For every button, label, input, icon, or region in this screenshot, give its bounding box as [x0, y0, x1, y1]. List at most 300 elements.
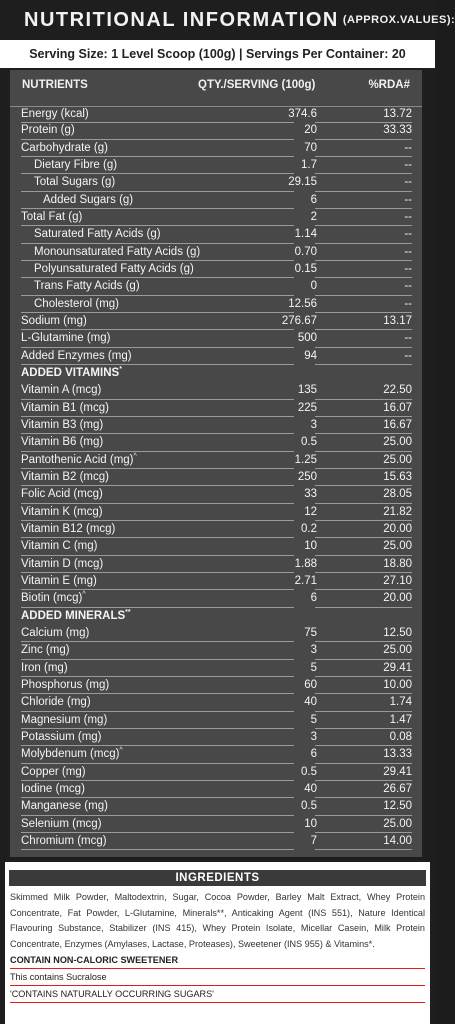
qty-rule — [21, 416, 294, 417]
qty-value: 29.15 — [288, 176, 317, 189]
qty-rule — [21, 745, 294, 746]
nutrient-name — [21, 367, 122, 379]
qty-value: 94 — [304, 349, 317, 362]
qty-value: 3 — [310, 418, 317, 431]
nutrient-label: Manganese (mg) — [21, 800, 108, 813]
qty-rule — [21, 139, 294, 140]
table-row — [10, 314, 422, 331]
nutrient-label: Cholesterol (mg) — [34, 297, 119, 310]
table-row — [10, 227, 422, 244]
nutrient-name — [34, 159, 117, 171]
qty-rule — [21, 641, 294, 642]
qty-rule — [21, 329, 294, 330]
table-row — [10, 626, 422, 643]
rda-value: 16.07 — [383, 401, 412, 414]
nutrient-label: Selenium (mcg) — [21, 817, 102, 830]
table-row — [10, 193, 422, 210]
rda-value: 13.33 — [383, 748, 412, 761]
rda-value: -- — [404, 349, 412, 362]
nutrient-label: ADDED VITAMINS — [21, 366, 120, 379]
table-row — [10, 730, 422, 747]
nutrient-label: Vitamin E (mg) — [21, 574, 97, 587]
rda-value: 16.67 — [383, 418, 412, 431]
ingredients-heading: INGREDIENTS — [9, 870, 426, 886]
nutrient-label: Energy (kcal) — [21, 108, 89, 120]
nutrient-name — [21, 471, 109, 483]
qty-rule — [21, 711, 294, 712]
qty-value: 1.7 — [301, 158, 317, 171]
nutrient-name — [21, 592, 86, 604]
nutrient-label: Pantothenic Acid (mg) — [21, 453, 134, 466]
qty-rule — [21, 832, 294, 833]
qty-rule — [21, 763, 294, 764]
ingredients-text: Skimmed Milk Powder, Maltodextrin, Sugar, Cocoa Powder, Barley Malt Extract, Whey Protein Concentrate, Fat Powder, L-Glutamine, Minerals**, Anticaking Agent (INS 551), Nature Identical Flavouring Substance, Stabilizer (INS 415), Whey Protein Isolate, Micellar Casein, Milk Protein Concentrate, Enzymes (Amylases, Lactase, Proteases), Sweetener (INS 955) & Vitamins*. — [10, 892, 425, 949]
qty-value: 0.70 — [294, 245, 317, 258]
nutrient-label: Chloride (mg) — [21, 696, 91, 709]
rda-rule — [315, 520, 412, 521]
rda-rule — [315, 849, 412, 850]
rda-rule — [315, 589, 412, 590]
qty-rule — [21, 243, 294, 244]
rda-rule — [315, 537, 412, 538]
qty-rule — [21, 364, 294, 365]
table-row — [10, 747, 422, 764]
note-sweetener: CONTAIN NON-CALORIC SWEETENER — [10, 952, 425, 969]
table-row — [10, 661, 422, 678]
table-row — [10, 522, 422, 539]
ingredients-panel — [5, 862, 430, 1024]
rda-rule — [315, 243, 412, 244]
rda-value: 28.05 — [383, 488, 412, 501]
header-rda: %RDA# — [368, 79, 410, 91]
rda-value: -- — [404, 297, 412, 310]
table-row — [10, 487, 422, 504]
qty-value: 5 — [310, 713, 317, 726]
rda-value: 29.41 — [383, 765, 412, 778]
nutrient-label: Vitamin A (mcg) — [21, 384, 102, 397]
nutrient-label: Dietary Fibre (g) — [34, 158, 118, 171]
rda-rule — [315, 797, 412, 798]
qty-rule — [21, 468, 294, 469]
nutrient-name — [21, 627, 89, 639]
table-row — [10, 765, 422, 782]
nutrient-name — [34, 176, 115, 188]
rda-value: 29.41 — [383, 661, 412, 674]
qty-rule — [21, 659, 294, 660]
nutrient-label: Copper (mg) — [21, 765, 86, 778]
rda-rule — [315, 173, 412, 174]
qty-rule — [21, 277, 294, 278]
nutrient-name — [21, 436, 103, 448]
rda-rule — [315, 693, 412, 694]
rda-value: -- — [404, 210, 412, 223]
table-row — [10, 262, 422, 279]
rda-rule — [315, 832, 412, 833]
qty-value: 70 — [304, 141, 317, 154]
table-row — [10, 401, 422, 418]
qty-value: 12 — [304, 505, 317, 518]
rda-value: -- — [404, 228, 412, 241]
nutrient-label: Saturated Fatty Acids (g) — [34, 228, 161, 241]
rda-rule — [315, 451, 412, 452]
table-row — [10, 175, 422, 192]
qty-value: 3 — [310, 644, 317, 657]
rda-value: -- — [404, 193, 412, 206]
table-row — [10, 453, 422, 470]
table-row — [10, 383, 422, 400]
nutrient-name — [21, 124, 75, 136]
rda-value: -- — [404, 262, 412, 275]
qty-value: 225 — [297, 401, 317, 414]
table-row — [10, 331, 422, 348]
nutrient-name — [21, 315, 87, 327]
rda-rule — [315, 225, 412, 226]
table-row — [10, 591, 422, 608]
qty-value: 135 — [297, 384, 317, 397]
rda-value: -- — [404, 245, 412, 258]
qty-value: 1.88 — [294, 557, 317, 570]
qty-rule — [21, 555, 294, 556]
rda-rule — [315, 364, 412, 365]
qty-value: 40 — [304, 696, 317, 709]
page-title: NUTRITIONAL INFORMATION — [24, 8, 339, 31]
qty-value: 500 — [297, 332, 317, 345]
rda-rule — [315, 572, 412, 573]
rda-rule — [315, 485, 412, 486]
rda-value: -- — [404, 141, 412, 154]
rda-rule — [315, 763, 412, 764]
qty-value: 20 — [304, 124, 317, 137]
qty-rule — [21, 815, 294, 816]
rda-value: 0.08 — [389, 730, 412, 743]
table-row — [10, 141, 422, 158]
qty-value: 7 — [310, 834, 317, 847]
nutrition-table — [10, 70, 422, 857]
rda-value: 14.00 — [383, 834, 412, 847]
nutrient-label: Total Fat (g) — [21, 210, 83, 223]
nutrient-label: Potassium (mg) — [21, 730, 102, 743]
qty-rule — [21, 156, 294, 157]
nutrient-label: Biotin (mcg) — [21, 592, 83, 605]
table-row — [10, 799, 422, 816]
qty-rule — [21, 849, 294, 850]
nutrient-name — [21, 419, 103, 431]
nutrient-name — [21, 402, 109, 414]
rda-rule — [315, 659, 412, 660]
qty-value: 60 — [304, 678, 317, 691]
rda-value: -- — [404, 176, 412, 189]
rda-value: -- — [404, 332, 412, 345]
qty-value: 0.5 — [301, 800, 317, 813]
qty-rule — [21, 451, 294, 452]
nutrient-label: Vitamin B3 (mg) — [21, 418, 104, 431]
qty-value: 2.71 — [294, 574, 317, 587]
table-row — [10, 539, 422, 556]
table-row — [10, 279, 422, 296]
qty-value: 12.56 — [288, 297, 317, 310]
rda-value: 15.63 — [383, 470, 412, 483]
title-subtitle: (APPROX.VALUES): — [342, 14, 455, 26]
nutrient-name — [21, 714, 107, 726]
nutrient-name — [21, 575, 97, 587]
nutrient-name — [21, 748, 123, 760]
rda-rule — [315, 780, 412, 781]
rda-value: 21.82 — [383, 505, 412, 518]
rda-rule — [315, 277, 412, 278]
qty-value: 1.25 — [294, 453, 317, 466]
rda-rule — [315, 260, 412, 261]
nutrient-name — [21, 835, 107, 847]
nutrient-name — [21, 662, 68, 674]
rda-rule — [315, 555, 412, 556]
table-row — [10, 643, 422, 660]
qty-value: 3 — [310, 730, 317, 743]
rda-rule — [315, 139, 412, 140]
table-row — [10, 245, 422, 262]
table-header — [10, 70, 422, 98]
rda-value: 13.17 — [383, 314, 412, 327]
section-row — [10, 366, 422, 383]
nutrient-label: Monounsaturated Fatty Acids (g) — [34, 245, 201, 258]
rda-value: -- — [404, 158, 412, 171]
serving-info: Serving Size: 1 Level Scoop (100g) | Servings Per Container: 20 — [0, 40, 435, 68]
note-sugars: 'CONTAINS NATURALLY OCCURRING SUGARS' — [10, 986, 425, 1003]
qty-rule — [21, 589, 294, 590]
nutrient-label: L-Glutamine (mg) — [21, 332, 111, 345]
qty-value: 2 — [310, 210, 317, 223]
rda-rule — [315, 191, 412, 192]
nutrient-label: Vitamin B2 (mcg) — [21, 470, 109, 483]
qty-value: 1.14 — [294, 228, 317, 241]
qty-value: 0.15 — [294, 262, 317, 275]
nutrient-label: Total Sugars (g) — [34, 176, 116, 189]
qty-rule — [21, 520, 294, 521]
rda-value: 13.72 — [383, 108, 412, 120]
table-row — [10, 817, 422, 834]
nutrient-name — [34, 228, 161, 240]
table-row — [10, 349, 422, 366]
rda-rule — [315, 208, 412, 209]
header-qty: QTY./SERVING (100g) — [198, 79, 316, 91]
qty-rule — [21, 728, 294, 729]
qty-value: 250 — [297, 470, 317, 483]
qty-rule — [21, 295, 294, 296]
rda-value: 25.00 — [383, 436, 412, 449]
nutrient-name — [21, 818, 102, 830]
table-row — [10, 123, 422, 140]
nutrient-name — [21, 108, 89, 120]
nutrient-label: Trans Fatty Acids (g) — [34, 280, 140, 293]
nutrient-name — [34, 298, 119, 310]
nutrient-label: Molybdenum (mcg) — [21, 748, 120, 761]
rda-rule — [315, 641, 412, 642]
qty-value: 40 — [304, 782, 317, 795]
qty-rule — [21, 260, 294, 261]
note-sucralose: This contains Sucralose — [10, 969, 425, 986]
rda-value: 25.00 — [383, 540, 412, 553]
nutrient-label: Iodine (mcg) — [21, 782, 85, 795]
qty-rule — [21, 503, 294, 504]
qty-value: 33 — [304, 488, 317, 501]
rda-value: 33.33 — [383, 124, 412, 137]
rda-rule — [315, 416, 412, 417]
qty-rule — [21, 173, 294, 174]
rda-rule — [315, 745, 412, 746]
nutrient-name — [21, 384, 101, 396]
nutrient-label: Phosphorus (mg) — [21, 678, 110, 691]
qty-value: 0 — [310, 280, 317, 293]
rda-value: 10.00 — [383, 678, 412, 691]
qty-rule — [21, 693, 294, 694]
nutrient-name — [21, 142, 108, 154]
qty-rule — [21, 607, 294, 608]
qty-value: 0.5 — [301, 765, 317, 778]
rda-rule — [315, 468, 412, 469]
nutrient-label: Polyunsaturated Fatty Acids (g) — [34, 262, 194, 275]
nutrient-name — [21, 211, 82, 223]
qty-value: 374.6 — [288, 108, 317, 120]
nutrient-label: Protein (g) — [21, 124, 75, 137]
qty-rule — [21, 485, 294, 486]
table-row — [10, 695, 422, 712]
nutrient-label: Vitamin B12 (mcg) — [21, 522, 116, 535]
qty-rule — [21, 780, 294, 781]
qty-value: 0.5 — [301, 436, 317, 449]
nutrient-name — [21, 332, 110, 344]
qty-value: 276.67 — [281, 314, 317, 327]
rda-rule — [315, 711, 412, 712]
rda-rule — [315, 295, 412, 296]
nutrient-label: ADDED MINERALS — [21, 609, 126, 622]
rda-value: 12.50 — [383, 800, 412, 813]
qty-rule — [21, 433, 294, 434]
nutrient-label: Chromium (mcg) — [21, 834, 107, 847]
rda-value: 25.00 — [383, 644, 412, 657]
rda-value: 25.00 — [383, 453, 412, 466]
qty-rule — [21, 208, 294, 209]
table-row — [10, 678, 422, 695]
rda-rule — [315, 815, 412, 816]
rda-rule — [315, 156, 412, 157]
rda-rule — [315, 607, 412, 608]
nutrient-label: Vitamin B1 (mcg) — [21, 401, 109, 414]
rda-value: 25.00 — [383, 817, 412, 830]
rda-value: 27.10 — [383, 574, 412, 587]
table-row — [10, 505, 422, 522]
nutrient-label: Added Enzymes (mg) — [21, 349, 132, 362]
qty-value: 10 — [304, 817, 317, 830]
nutrient-label: Vitamin D (mcg) — [21, 557, 104, 570]
nutrient-name — [21, 454, 137, 466]
nutrient-label: Calcium (mg) — [21, 626, 90, 639]
qty-rule — [21, 225, 294, 226]
nutrient-name — [21, 488, 103, 500]
nutrient-label: Vitamin K (mcg) — [21, 505, 103, 518]
qty-rule — [21, 347, 294, 348]
nutrient-name — [21, 558, 103, 570]
nutrient-name — [21, 800, 108, 812]
qty-rule — [21, 537, 294, 538]
qty-rule — [21, 312, 294, 313]
qty-rule — [21, 676, 294, 677]
nutrient-name — [43, 194, 133, 206]
nutrient-name — [21, 523, 115, 535]
table-row — [10, 834, 422, 851]
table-row — [10, 574, 422, 591]
rda-value: 20.00 — [383, 522, 412, 535]
nutrient-name — [21, 679, 109, 691]
nutrient-label: Sodium (mg) — [21, 314, 87, 327]
rda-value: 12.50 — [383, 626, 412, 639]
nutrient-name — [21, 696, 91, 708]
rda-value: 26.67 — [383, 782, 412, 795]
rda-rule — [315, 312, 412, 313]
rda-value: 1.74 — [389, 696, 412, 709]
rda-value: 1.47 — [389, 713, 412, 726]
title-bar — [0, 0, 455, 40]
qty-rule — [21, 191, 294, 192]
nutrient-label: Added Sugars (g) — [43, 193, 134, 206]
section-row — [10, 609, 422, 626]
rda-rule — [315, 503, 412, 504]
table-row — [10, 106, 422, 124]
table-row — [10, 435, 422, 452]
nutrient-label: Magnesium (mg) — [21, 713, 108, 726]
qty-rule — [21, 399, 294, 400]
nutrient-label: Vitamin C (mg) — [21, 540, 98, 553]
nutrient-label: Iron (mg) — [21, 661, 68, 674]
nutrient-label: Carbohydrate (g) — [21, 141, 108, 154]
qty-rule — [21, 572, 294, 573]
nutrient-name — [21, 766, 86, 778]
footnote-mark: ^ — [119, 747, 123, 755]
qty-value: 75 — [304, 626, 317, 639]
table-row — [10, 782, 422, 799]
footnote-mark: ** — [125, 608, 131, 616]
rda-value: 20.00 — [383, 592, 412, 605]
table-row — [10, 297, 422, 314]
qty-value: 5 — [310, 661, 317, 674]
nutrient-label: Zinc (mg) — [21, 644, 70, 657]
rda-rule — [315, 433, 412, 434]
qty-value: 10 — [304, 540, 317, 553]
nutrient-name — [21, 783, 85, 795]
nutrient-name — [21, 731, 102, 743]
notes — [5, 952, 430, 1003]
footnote-mark: * — [119, 365, 122, 373]
qty-value: 6 — [310, 592, 317, 605]
table-row — [10, 557, 422, 574]
qty-value: 0.2 — [301, 522, 317, 535]
nutrient-label: Vitamin B6 (mg) — [21, 436, 104, 449]
nutrient-name — [21, 644, 70, 656]
table-row — [10, 418, 422, 435]
rda-rule — [315, 676, 412, 677]
nutrient-name — [34, 263, 194, 275]
nutrient-name — [34, 280, 140, 292]
rda-value: 18.80 — [383, 557, 412, 570]
footnote-mark: ^ — [133, 452, 137, 460]
table-row — [10, 470, 422, 487]
nutrient-name — [21, 350, 132, 362]
rda-rule — [315, 329, 412, 330]
footnote-mark: ^ — [82, 591, 86, 599]
table-row — [10, 158, 422, 175]
rda-rule — [315, 399, 412, 400]
rda-value: 22.50 — [383, 384, 412, 397]
rda-value: -- — [404, 280, 412, 293]
nutrient-label: Folic Acid (mcg) — [21, 488, 103, 501]
